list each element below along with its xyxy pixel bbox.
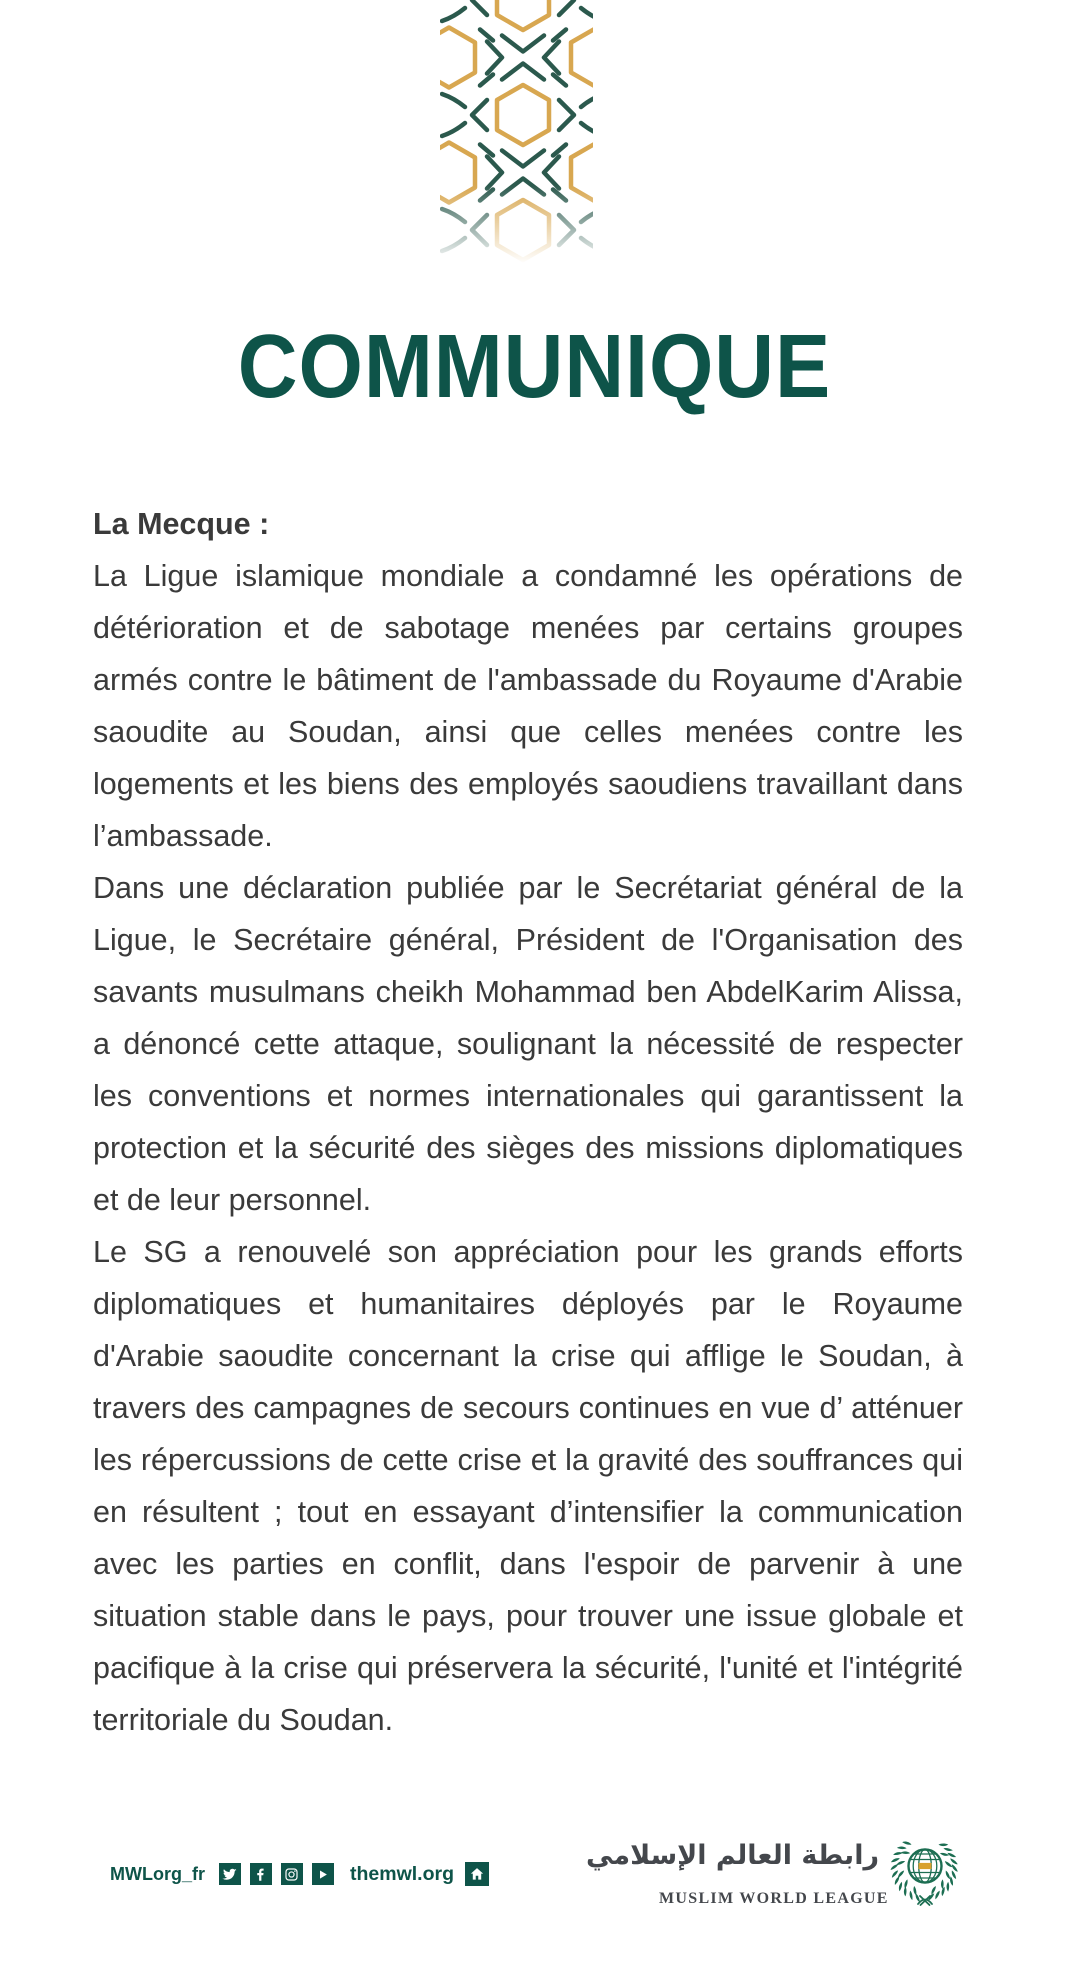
home-icon[interactable] — [465, 1862, 489, 1886]
mwl-logo — [586, 1826, 969, 1926]
pattern-fade — [440, 185, 593, 275]
youtube-icon[interactable] — [312, 1863, 334, 1885]
instagram-icon[interactable] — [281, 1863, 303, 1885]
page-title: COMMUNIQUE — [237, 317, 832, 417]
article-body — [93, 498, 963, 1746]
mwl-wreath-emblem-icon — [887, 1828, 963, 1912]
mwl-logo-arabic: رابطة العالم الإسلامي — [586, 1840, 879, 1871]
paragraph: La Ligue islamique mondiale a condamné les opérations de détérioration et de sabotage menées par certains groupes armés contre le bâtiment de l'ambassade du Royaume d'Arabie saoudite au Soudan, ainsi que celles menées contre les logements et les biens des employés saoudiens travaillant dans l’ambassade. — [93, 559, 963, 853]
website-link[interactable]: themwl.org — [349, 1862, 454, 1885]
social-handle[interactable]: MWLorg_fr — [110, 1863, 205, 1884]
paragraph: Dans une déclaration publiée par le Secrétariat général de la Ligue, le Secrétaire général, Président de l'Organisation des savants musulmans cheikh Mohammad ben AbdelKarim Alissa, a dénoncé cette attaque, soulignant la nécessité de respecter les conventions et normes internationales qui garantissent la protection et la sécurité des sièges des missions diplomatiques et de leur personnel. — [93, 871, 963, 1217]
footer-social-bar — [110, 1859, 489, 1889]
twitter-icon[interactable] — [219, 1863, 241, 1885]
dateline: La Mecque : — [93, 507, 270, 541]
mwl-logo-english: MUSLIM WORLD LEAGUE — [659, 1890, 889, 1907]
facebook-icon[interactable] — [250, 1863, 272, 1885]
paragraph: Le SG a renouvelé son appréciation pour les grands efforts diplomatiques et humanitaires déployés par le Royaume d'Arabie saoudite concernant la crise qui afflige le Soudan, à travers des campagnes de secours continues en vue d’ atténuer les répercussions de cette crise et la gravité des souffrances qui en résultent ; tout en essayant d’intensifier la communication avec les parties en conflit, dans l'espoir de parvenir à une situation stable dans le pays, pour trouver une issue globale et pacifique à la crise qui préservera la sécurité, l'unité et l'intégrité territoriale du Soudan. — [93, 1235, 963, 1737]
